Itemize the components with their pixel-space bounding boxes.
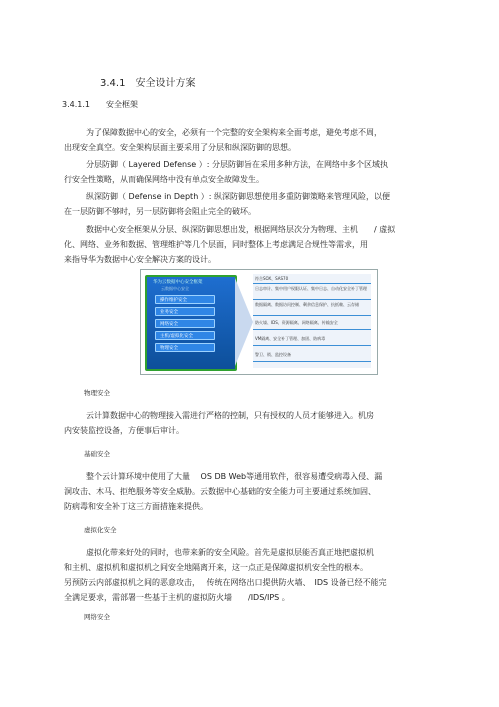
figure-left-subtitle: 云数据中心安全	[161, 286, 189, 291]
framework-detail-row: 日志审计、集中用户权限认证、集中日志、自动化安全补丁管理	[253, 286, 371, 300]
subsection-title-physical: 物理安全	[84, 389, 110, 397]
paragraph-line: 出现安全真空。安全架构层面主要采用了分层和纵深防御的思想。	[64, 143, 296, 152]
section-heading: 3.4.1 安全设计方案	[100, 78, 196, 89]
framework-layer-item: 业务安全	[155, 307, 215, 316]
security-framework-figure	[140, 269, 378, 375]
subsection-title-network: 网络安全	[84, 613, 110, 621]
paragraph-virtualization	[64, 545, 444, 605]
arrow-icon	[235, 278, 253, 366]
paragraph-line: 化、网络、业务和数据、管理维护等几个层面，同时整体上考虑满足合规性等需求，用	[64, 240, 368, 249]
framework-layer-item: 操作维护安全	[155, 295, 215, 304]
paragraph-line: 洞攻击、木马、拒绝服务等安全威胁。云数据中心基础的安全能力可主要通过系统加固、	[64, 487, 376, 496]
paragraph-line: 分层防御（ Layered Defense ）: 分层防御旨在采用多种方法，在网络中多个区域执	[86, 160, 388, 169]
paragraph-intro	[64, 125, 444, 155]
paragraph-line: 云计算数据中心的物理接入需进行严格的控制，只有授权的人员才能够进入。机房	[86, 411, 374, 420]
subsection-title-virtualization: 虚拟化安全	[84, 526, 117, 534]
framework-layer-item: 物理安全	[155, 343, 215, 352]
paragraph-line: 和主机、虚拟机和虚拟机之间安全地隔离开来，这一点正是保障虚拟机安全性的根本。	[64, 563, 368, 572]
figure-left-title: 华为云数据中心安全框架	[153, 280, 203, 285]
paragraph-line: 防病毒和安全补丁这三方面措施来提供。	[64, 502, 208, 511]
subsection-title-basic: 基础安全	[84, 450, 110, 458]
paragraph-line: 为了保障数据中心的安全，必须有一个完整的安全架构来全面考虑，避免考虑不周，	[86, 128, 382, 137]
paragraph-defense-in-depth	[64, 189, 444, 219]
paragraph-line: 来指导华为数据中心安全解决方案的设计。	[64, 255, 216, 264]
paragraph-line: 数据中心安全框架从分层、纵深防御思想出发，根据网络层次分为物理、主机 / 虚拟	[86, 225, 396, 234]
paragraph-line: 在一层防御不够时，另一层防御将会阻止完全的破坏。	[64, 207, 256, 216]
framework-detail-row: 符合SOX、SAS70	[253, 276, 371, 284]
paragraph-line: 虚拟化带来好处的同时，也带来新的安全风险。首先是虚拟层能否真正地把虚拟机	[86, 548, 374, 557]
framework-layer-item: 主机/虚拟化安全	[155, 331, 215, 340]
paragraph-line: 行安全性策略，从而确保网络中没有单点安全故障发生。	[64, 175, 264, 184]
paragraph-line: 整个云计算环境中使用了大量 OS DB Web等通用软件，很容易遭受病毒入侵、漏	[86, 472, 383, 481]
framework-left-panel	[145, 275, 237, 371]
paragraph-line: 另预防云内部虚拟机之间的恶意攻击， 传统在网络出口提供防火墙、 IDS 设备已经不能完	[64, 578, 387, 587]
framework-detail-row: 警卫、锁、监控设备	[253, 352, 371, 362]
paragraph-line: 全满足要求，需部署一些基于主机的虚拟防火墙 /IDS/IPS 。	[64, 593, 290, 602]
paragraph-framework	[64, 222, 444, 267]
framework-detail-row: 防火墙、IDS、资源隔离、网络隔离、传输安全	[253, 320, 371, 330]
framework-detail-row: 数据隔离、数据访问控制、剩余信息保护、抗抵赖、云存储	[253, 302, 371, 316]
paragraph-line: 内安装监控设备，方便事后审计。	[64, 426, 184, 435]
paragraph-layered-defense	[64, 157, 444, 187]
paragraph-physical	[64, 408, 444, 438]
paragraph-line: 纵深防御（ Defense in Depth ）: 纵深防御思想使用多重防御策略来管理风险，以便	[86, 192, 391, 201]
subsection-heading: 3.4.1.1 安全框架	[62, 100, 138, 109]
paragraph-basic	[64, 469, 444, 514]
framework-right-panel	[253, 274, 371, 368]
framework-detail-row: VM隔离、安全补丁管理、加固、防病毒	[253, 336, 371, 346]
framework-layer-item: 网络安全	[155, 319, 215, 328]
